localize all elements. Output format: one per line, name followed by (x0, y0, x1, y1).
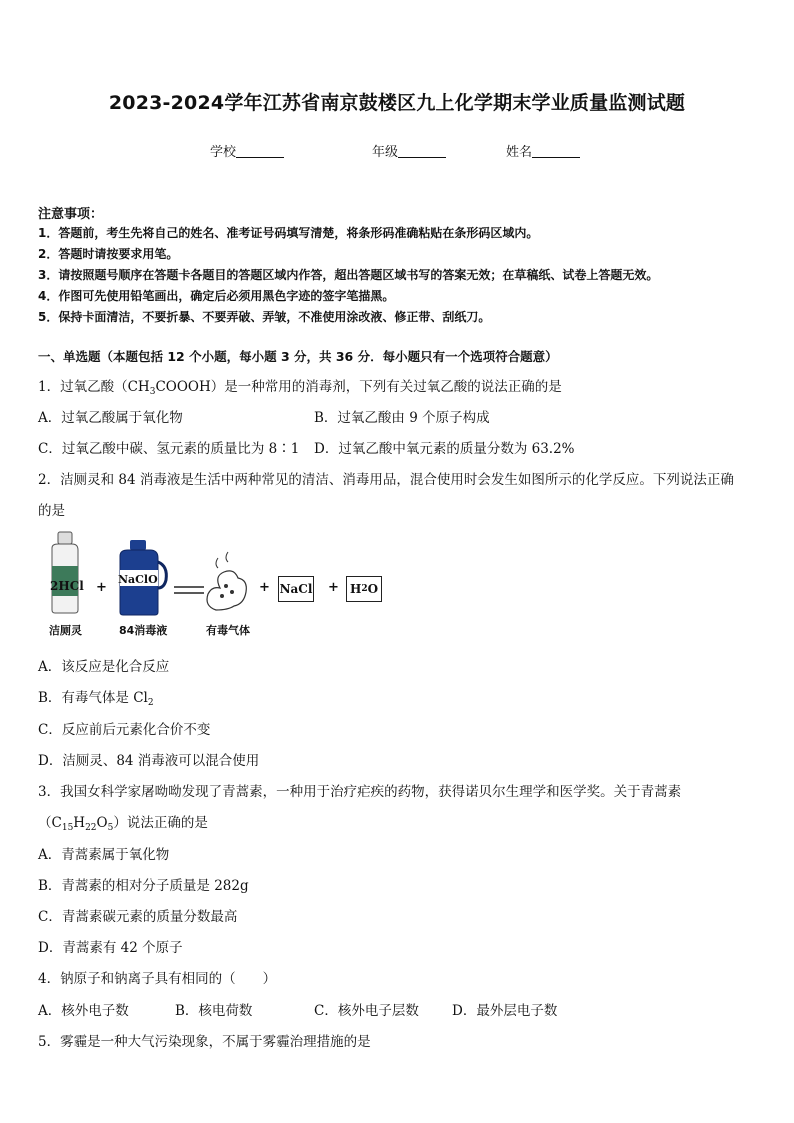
plus-sign: + (259, 580, 270, 595)
bottle1-label: 洁厕灵 (49, 624, 82, 637)
plus-sign: + (328, 580, 339, 595)
q1-option-d[interactable]: D．过氧乙酸中氧元素的质量分数为 63.2% (314, 441, 575, 457)
notes-heading: 注意事项： (38, 207, 104, 222)
q3-stem-line1: 3．我国女科学家屠呦呦发现了青蒿素，一种用于治疗疟疾的药物，获得诺贝尔生理学和医学奖。关于青蒿素 (38, 784, 682, 800)
gas-label: 有毒气体 (206, 624, 250, 637)
name-field[interactable] (506, 141, 580, 160)
reaction-figure (40, 530, 390, 640)
name-label: 姓名 (506, 145, 533, 160)
q4-option-d[interactable]: D．最外层电子数 (452, 1003, 558, 1019)
q1-option-a[interactable]: A．过氧乙酸属于氧化物 (38, 410, 183, 426)
grade-label: 年级 (372, 145, 399, 160)
q3-option-c[interactable]: C．青蒿素碳元素的质量分数最高 (38, 909, 238, 925)
q4-option-c[interactable]: C．核外电子层数 (314, 1003, 419, 1019)
school-blank[interactable] (236, 145, 284, 158)
grade-blank[interactable] (398, 145, 446, 158)
q2-option-b[interactable]: B．有毒气体是 $Cl_2$ (38, 690, 154, 708)
q4-option-a[interactable]: A．核外电子数 (38, 1003, 129, 1019)
section-heading: 一、单选题（本题包括 12 个小题，每小题 3 分，共 36 分．每小题只有一个选项符合题意） (38, 349, 558, 364)
q4-option-b[interactable]: B．核电荷数 (175, 1003, 253, 1019)
bottle2-label: 84消毒液 (119, 624, 168, 637)
q1-option-b[interactable]: B．过氧乙酸由 9 个原子构成 (314, 410, 490, 426)
page-title: 2023-2024学年江苏省南京鼓楼区九上化学期末学业质量监测试题 (108, 92, 686, 114)
q2-stem-line2: 的是 (38, 503, 65, 519)
q3-option-d[interactable]: D．青蒿素有 42 个原子 (38, 940, 183, 956)
q2-stem-line1: 2．洁厕灵和 84 消毒液是生活中两种常见的清洁、消毒用品，混合使用时会发生如图所示的化学反应。下列说法正确 (38, 472, 734, 488)
q2-option-d[interactable]: D．洁厕灵、84 消毒液可以混合使用 (38, 753, 260, 769)
school-field[interactable] (210, 141, 284, 160)
bottle1-formula: 2HCl (50, 579, 84, 593)
q1-stem: 1．过氧乙酸$(CH_3COOOH)$是一种常用的消毒剂，下列有关过氧乙酸的说法正确的是 (38, 379, 562, 397)
q2-option-c[interactable]: C．反应前后元素化合价不变 (38, 722, 211, 738)
note-item: 2．答题时请按要求用笔。 (38, 247, 179, 261)
q4-stem: 4．钠原子和钠离子具有相同的（ ） (38, 971, 277, 987)
bottle2-formula: NaClO (118, 573, 158, 586)
h2o-box: H 2 O (346, 576, 382, 602)
toxic-gas-icon (200, 550, 256, 616)
plus-sign: + (96, 580, 107, 595)
q1-option-c[interactable]: C．过氧乙酸中碳、氢元素的质量比为 8∶1 (38, 441, 300, 457)
q3-stem-line2: $(C_{15}H_{22}O_5)$说法正确的是 (38, 815, 208, 833)
q3-option-a[interactable]: A．青蒿素属于氧化物 (38, 847, 170, 863)
q3-option-b[interactable]: B．青蒿素的相对分子质量是 282g (38, 878, 249, 894)
note-item: 5．保持卡面清洁，不要折暴、不要弄破、弄皱，不准使用涂改液、修正带、刮纸刀。 (38, 310, 491, 324)
q2-option-a[interactable]: A．该反应是化合反应 (38, 659, 170, 675)
grade-field[interactable] (372, 141, 446, 160)
q5-stem: 5．雾霾是一种大气污染现象，不属于雾霾治理措施的是 (38, 1034, 371, 1050)
note-item: 3．请按照题号顺序在答题卡各题目的答题区域内作答，超出答题区域书写的答案无效；在草稿纸、试卷上答题无效。 (38, 268, 659, 282)
nacl-box: NaCl (278, 576, 314, 602)
school-label: 学校 (210, 145, 237, 160)
bottle-icon (44, 530, 86, 614)
name-blank[interactable] (532, 145, 580, 158)
note-item: 4．作图可先使用铅笔画出，确定后必须用黑色字迹的签字笔描黑。 (38, 289, 395, 303)
note-item: 1．答题前，考生先将自己的姓名、准考证号码填写清楚，将条形码准确粘贴在条形码区域内。 (38, 226, 539, 240)
